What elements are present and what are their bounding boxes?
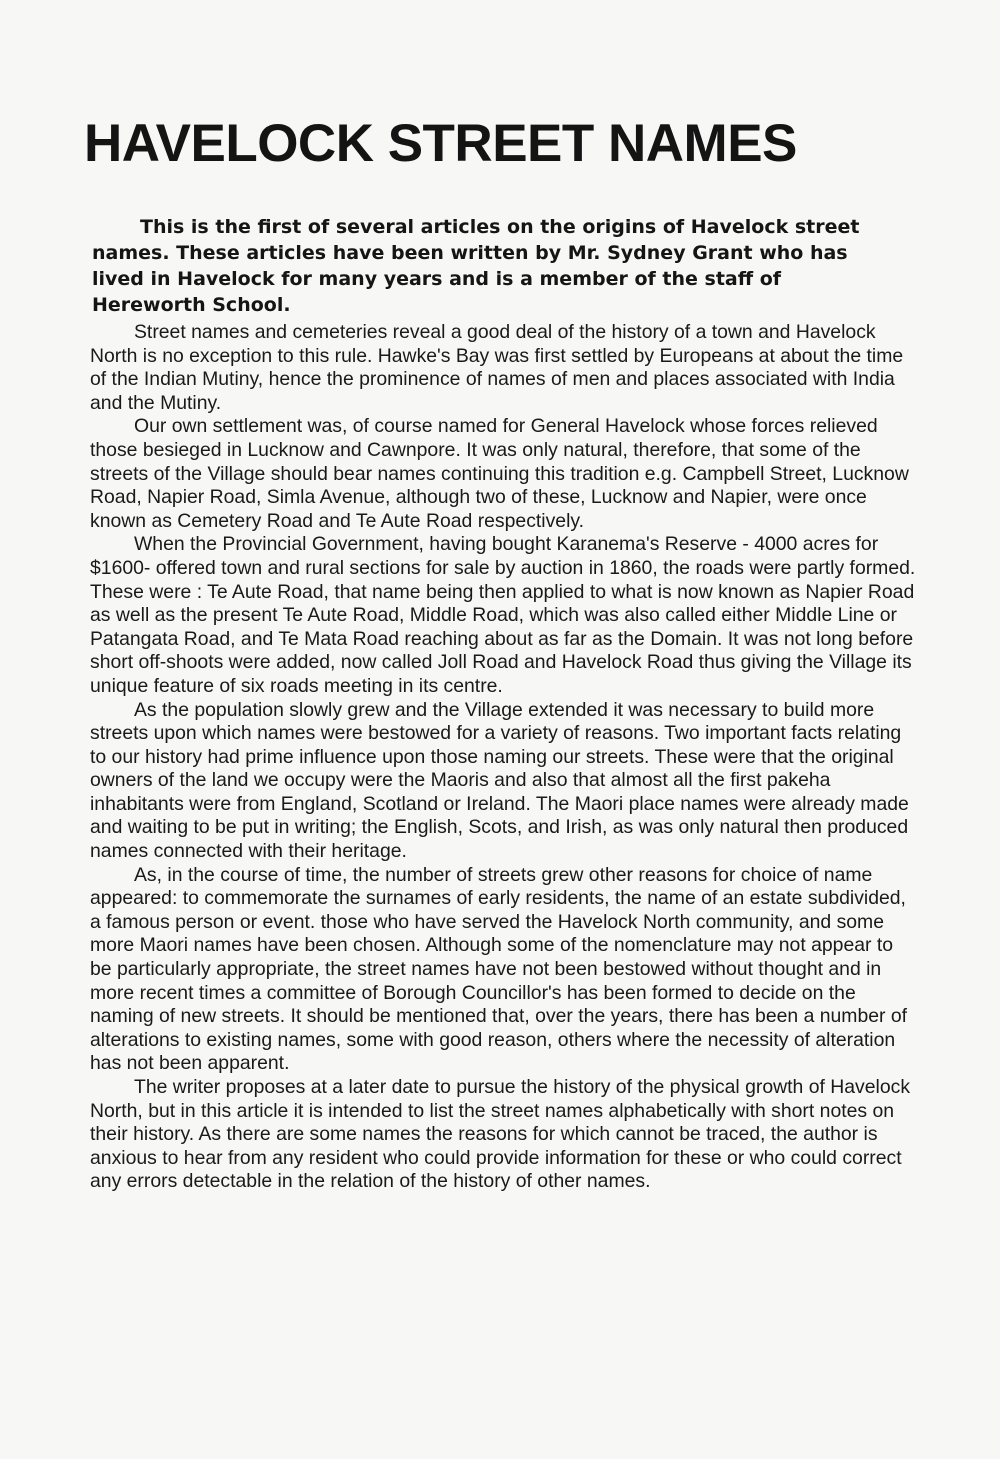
body-paragraph: As, in the course of time, the number of streets grew other reasons for choice of name appeared: to commemorate the surnames of early residents, the name of an estate subdivided, a famous person or event. those who have served the Havelock North community, and some more Maori names have been chosen. Although some of the nomenclature may not appear to be particularly appropriate, the street names have not been bestowed without thought and in more recent times a committee of Borough Councillor's has been formed to decide on the naming of new streets. It should be mentioned that, over the years, there has been a number of alterations to existing names, some with good reason, others where the necessity of alteration has not been apparent.: [90, 863, 908, 1075]
article-body: [90, 321, 916, 1194]
page-title: HAVELOCK STREET NAMES: [84, 114, 797, 173]
body-paragraph: The writer proposes at a later date to pursue the history of the physical growth of Havelock North, but in this article it is intended to list the street names alphabetically with short notes on their history. As there are some names the reasons for which cannot be traced, the author is anxious to hear from any resident who could provide information for these or who could correct any errors detectable in the relation of the history of other names.: [90, 1076, 911, 1193]
intro-paragraph: This is the first of several articles on the origins of Havelock street names. These articles have been written by Mr. Sydney Grant who has lived in Havelock for many years and is a member of the staff of Hereworth School.: [92, 216, 860, 316]
body-paragraph: As the population slowly grew and the Village extended it was necessary to build more streets upon which names were bestowed for a variety of reasons. Two important facts relating to our history had prime influence upon those naming our streets. These were that the original owners of the land we occupy were the Maoris and also that almost all the first pakeha inhabitants were from England, Scotland or Ireland. The Maori place names were already made and waiting to be put in writing; the English, Scots, and Irish, as was only natural then produced names connected with their heritage.: [90, 698, 909, 863]
body-paragraph: When the Provincial Government, having bought Karanema's Reserve - 4000 acres for $1600- offered town and rural sections for sale by auction in 1860, the roads were partly formed. These were : Te Aute Road, that name being then applied to what is now known as Napier Road as well as the present Te Aute Road, Middle Road, which was also called either Middle Line or Patangata Road, and Te Mata Road reaching about as far as the Domain. It was not long before short off-shoots were added, now called Joll Road and Havelock Road thus giving the Village its unique feature of six roads meeting in its centre.: [90, 533, 916, 697]
body-paragraph: Our own settlement was, of course named for General Havelock whose forces relieved those besieged in Lucknow and Cawnpore. It was only natural, therefore, that some of the streets of the Village should bear names continuing this tradition e.g. Campbell Street, Lucknow Road, Napier Road, Simla Avenue, although two of these, Lucknow and Napier, were once known as Cemetery Road and Te Aute Road respectively.: [90, 415, 909, 532]
body-paragraph: Street names and cemeteries reveal a good deal of the history of a town and Havelock North is no exception to this rule. Hawke's Bay was first settled by Europeans at about the time of the Indian Mutiny, hence the prominence of names of men and places associated with India and the Mutiny.: [90, 321, 904, 414]
